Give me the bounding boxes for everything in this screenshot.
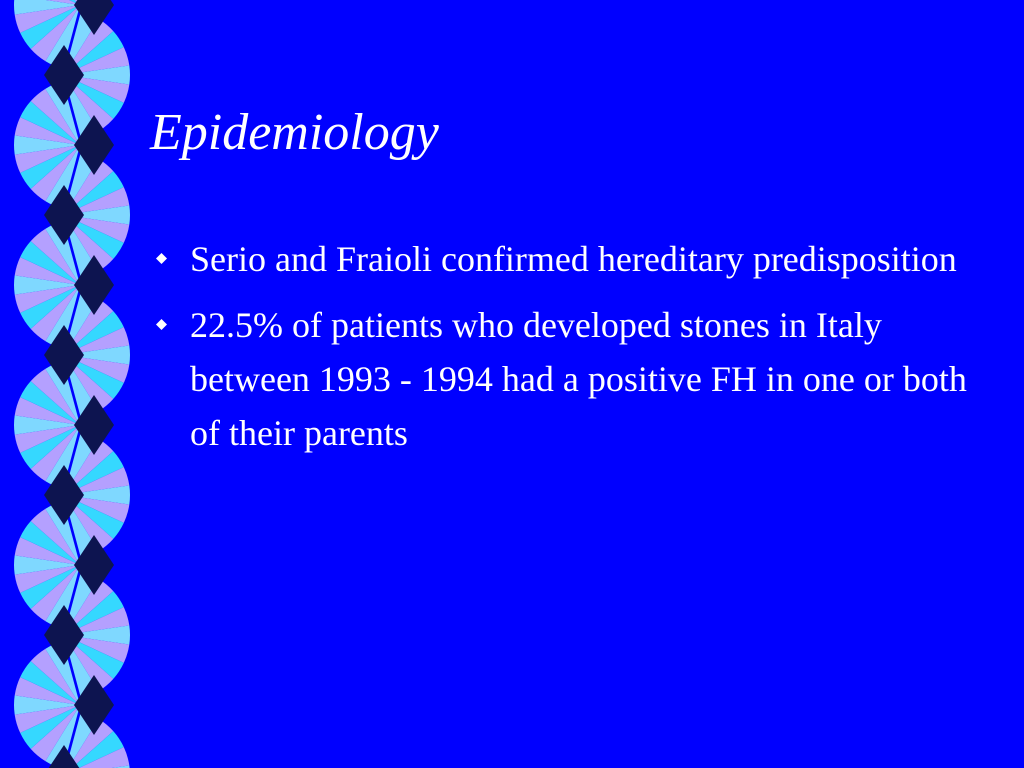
list-item xyxy=(150,298,990,460)
fan-chain-ornament xyxy=(0,0,140,768)
bullet-text: Serio and Fraioli confirmed hereditary predisposition xyxy=(190,239,957,279)
fan-left xyxy=(14,81,80,209)
fan-left xyxy=(14,361,80,489)
bullet-list xyxy=(150,232,990,472)
fan-left xyxy=(14,221,80,349)
bullet-text: 22.5% of patients who developed stones in Italy between 1993 - 1994 had a positive FH in one or both of their parents xyxy=(190,305,967,453)
list-item xyxy=(150,232,990,286)
fan-left xyxy=(14,501,80,629)
fan-left xyxy=(14,641,80,768)
page-title: Epidemiology xyxy=(150,104,439,161)
diamond-bullet-icon xyxy=(156,253,167,264)
diamond-bullet-icon xyxy=(156,319,167,330)
